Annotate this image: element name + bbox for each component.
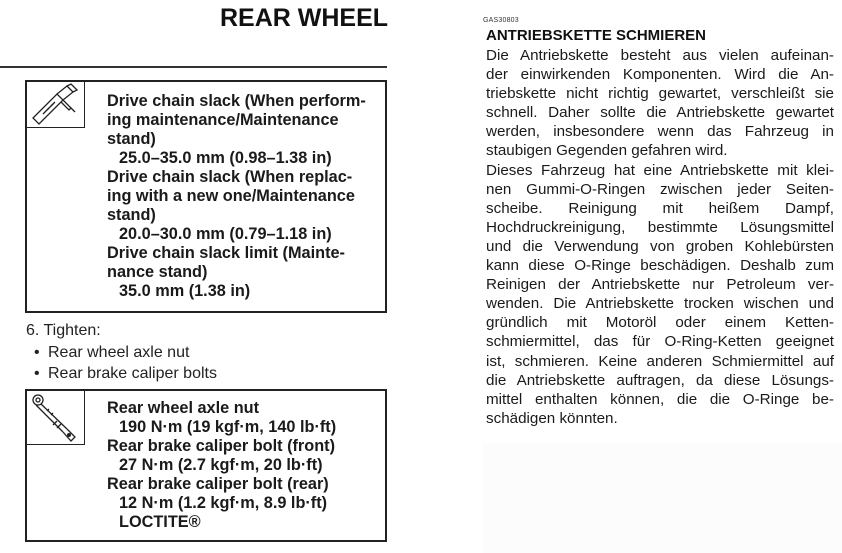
- spec-label: Drive chain slack (When replac-: [107, 168, 353, 186]
- body-line: ist, schmieren. Keine anderen Schmiermittel auf: [486, 352, 834, 370]
- spec-box-torque: [25, 389, 387, 542]
- spec-label: Drive chain slack limit (Mainte-: [107, 244, 345, 262]
- spec-value: 25.0–35.0 mm (0.98–1.38 in): [119, 149, 332, 167]
- scan-shade: [483, 443, 842, 553]
- spec-value: 190 N·m (19 kgf·m, 140 lb·ft): [119, 418, 337, 436]
- body-line: Hochdruckreinigung, bestimmte Lösungsmittel: [486, 218, 834, 236]
- bullet-text: Rear brake caliper bolts: [48, 365, 217, 382]
- body-line: mittel enthalten können, die die O-Ringe be-: [486, 390, 834, 408]
- bullet-item: [34, 363, 217, 384]
- body-line: nen Gummi-O-Ringen zwischen jeder Seiten-: [486, 180, 834, 198]
- body-line: schädigen könnten.: [486, 409, 618, 427]
- spec-value: 35.0 mm (1.38 in): [119, 282, 251, 300]
- body-line: triebskette nicht richtig gewartet, verschleißt sie: [486, 85, 834, 103]
- spec-label: stand): [107, 130, 156, 148]
- spec-label: Rear brake caliper bolt (rear): [107, 475, 329, 493]
- spec-label: nance stand): [107, 263, 208, 281]
- page-title: REAR WHEEL: [220, 4, 389, 32]
- body-line: staubigen Gegenden gefahren wird.: [486, 142, 728, 160]
- body-line: scheibe. Reinigung mit heißem Dampf,: [486, 199, 834, 217]
- spec-value: 27 N·m (2.7 kgf·m, 20 lb·ft): [119, 456, 323, 474]
- spec-value: LOCTITE®: [119, 513, 201, 531]
- spec-label: Drive chain slack (When perform-: [107, 92, 366, 110]
- body-line: schnell. Daher sollte die Antriebskette gewartet: [486, 104, 834, 122]
- body-line: der einwirkenden Komponenten. Wird die An-: [486, 66, 834, 84]
- body-line: Dieses Fahrzeug hat eine Antriebskette mit klei-: [486, 161, 834, 179]
- spec-label: stand): [107, 206, 156, 224]
- body-line: gründlich mit Motoröl oder einem Ketten-: [486, 314, 834, 332]
- bullet-item: [34, 342, 217, 363]
- section-body: [486, 46, 834, 428]
- body-line: schmiermittel, das für O-Ring-Ketten geeignet: [486, 333, 834, 351]
- bullet-text: Rear wheel axle nut: [48, 344, 190, 361]
- bullet-icon: •: [34, 365, 40, 382]
- body-line: kann diese O-Ringe beschädigen. Deshalb zum: [486, 257, 834, 275]
- body-line: werden, insbesondere wenn das Fahrzeug in: [486, 123, 834, 141]
- step-6-bullets: [34, 342, 217, 384]
- body-line: Die Antriebskette besteht aus vielen aufeinan-: [486, 47, 834, 64]
- bullet-icon: •: [34, 344, 40, 361]
- spec-label: ing with a new one/Maintenance: [107, 187, 355, 205]
- spec-box-chain-slack: [25, 80, 387, 313]
- spec-list-chain-slack: [107, 92, 387, 301]
- body-line: die Antriebskette auftragen, da diese Lösungs-: [486, 371, 834, 389]
- section-code: GAS30803: [483, 17, 519, 24]
- title-rule: [0, 66, 387, 68]
- left-column: [0, 0, 400, 553]
- spec-label: Rear wheel axle nut: [107, 399, 260, 417]
- step-6: 6. Tighten:: [26, 322, 101, 339]
- body-line: wenden. Die Antriebskette trocken wischen und: [486, 295, 834, 313]
- spec-list-torque: [107, 399, 387, 532]
- spec-label: Rear brake caliper bolt (front): [107, 437, 335, 455]
- spec-value: 20.0–30.0 mm (0.79–1.18 in): [119, 225, 332, 243]
- section-heading: ANTRIEBSKETTE SCHMIEREN: [486, 27, 707, 44]
- body-line: Reinigen der Antriebskette nur Petroleum ver-: [486, 276, 834, 294]
- spec-value: 12 N·m (1.2 kgf·m, 8.9 lb·ft): [119, 494, 328, 512]
- body-line: und die Verwendung von groben Kohlebürsten: [486, 237, 834, 255]
- spec-label: ing maintenance/Maintenance: [107, 111, 339, 129]
- torque-wrench-icon: [27, 391, 85, 445]
- caliper-gauge-icon: [27, 82, 85, 128]
